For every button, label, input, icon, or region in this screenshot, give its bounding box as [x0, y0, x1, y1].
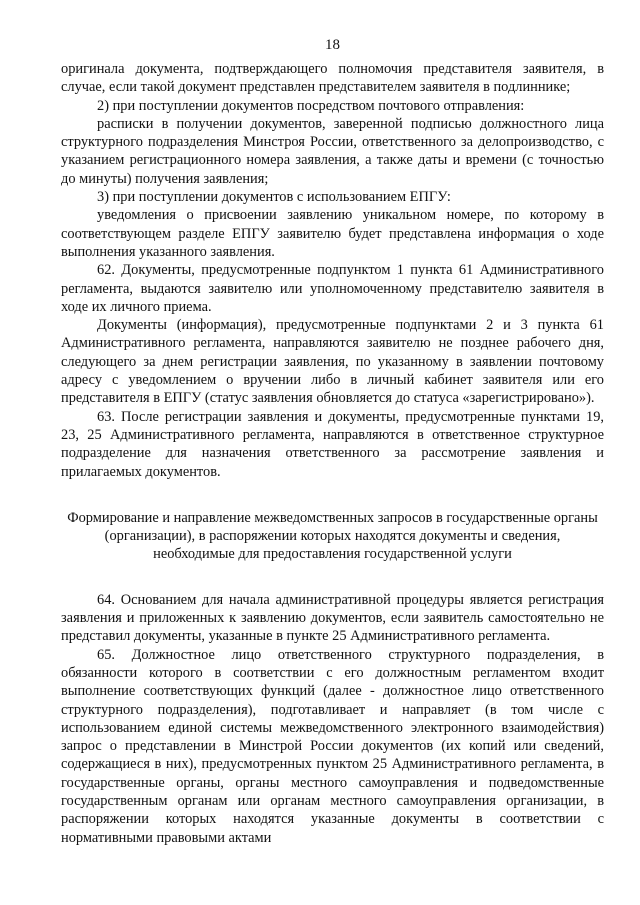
- paragraph: расписки в получении документов, заверенной подписью должностного лица структурного подразделения Минстроя России, ответственного за делопроизводство, с указанием регистрационного номера заявления, а также даты и времени (с точностью до минуты) получения заявления;: [61, 115, 604, 187]
- paragraph: оригинала документа, подтверждающего полномочия представителя заявителя, в случае, если такой документ представлен представителем заявителя в подлиннике;: [61, 61, 604, 96]
- paragraph: 2) при поступлении документов посредством почтового отправления:: [97, 97, 525, 114]
- page-number: 18: [325, 37, 340, 53]
- paragraph: 3) при поступлении документов с использованием ЕПГУ:: [97, 189, 451, 206]
- paragraph: 62. Документы, предусмотренные подпунктом 1 пункта 61 Административного регламента, выдаются заявителю или уполномоченному представителю заявителя в ходе их личного приема.: [61, 262, 604, 315]
- paragraph: 63. После регистрации заявления и документы, предусмотренные пунктами 19, 23, 25 Административного регламента, направляются в ответственное структурное подразделение для назначения ответственного за рассмотрение заявления и прилагаемых документов.: [61, 408, 604, 480]
- document-body-bottom: [61, 591, 604, 847]
- paragraph: 65. Должностное лицо ответственного структурного подразделения, в обязанности которого в соответствии с его должностным регламентом входит выполнение соответствующих функций (далее - должностное лицо ответственного структурного подразделения), подготавливает и направляет (в том числе с использованием единой системы межведомственного электронного взаимодействия) запрос о представлении в Минстрой России документов (их копий или сведений, содержащиеся в них), предусмотренных пунктом 25 Административного регламента, в государственные органы, органы местного самоуправления и подведомственные государственным органам или органам местного самоуправления организации, в распоряжении которых находятся указанные документы в соответствии с нормативными правовыми актами: [61, 646, 604, 846]
- section-heading: Формирование и направление межведомственных запросов в государственные органы (организации), в распоряжении которых находятся документы и сведения, необходимые для предоставления государственной услуги: [67, 509, 598, 563]
- paragraph: 64. Основанием для начала административной процедуры является регистрация заявления и приложенных к заявлению документов, если заявитель самостоятельно не представил документы, указанные в пункте 25 Административного регламента.: [61, 591, 604, 645]
- paragraph: Документы (информация), предусмотренные подпунктами 2 и 3 пункта 61 Административного регламента, направляются заявителю не позднее рабочего дня, следующего за днем регистрации заявления, по указанному в заявлении почтовому адресу с уведомлением о вручении либо в личный кабинет заявителя или его представителя в ЕПГУ (статус заявления обновляется до статуса «зарегистрировано»).: [61, 317, 604, 407]
- paragraph: уведомления о присвоении заявлению уникальном номере, по которому в соответствующем разделе ЕПГУ заявителю будет представлена информация о ходе выполнения указанного заявления.: [61, 207, 604, 260]
- document-body-top: [61, 60, 604, 481]
